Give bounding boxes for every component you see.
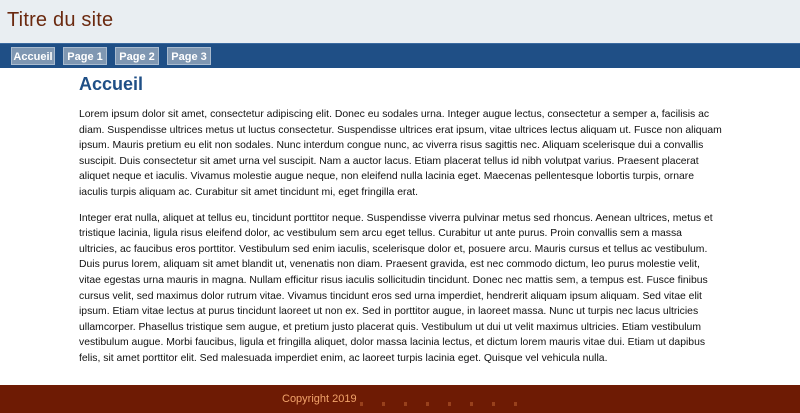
footer-decoration <box>360 402 520 406</box>
copyright-text: Copyright 2019 <box>282 393 357 405</box>
paragraph-1: Lorem ipsum dolor sit amet, consectetur adipiscing elit. Donec eu sodales urna. Integer augue lectus, consectetur a semper a, facilisis ac diam. Suspendisse ultrices metus ut luctus consectetur. Suspendisse ultrices erat ipsum, vitae ultrices lectus aliquam ut. Fusce non aliquam ipsum. Mauris pretium eu elit non sodales. Nunc interdum congue nunc, ac viverra risus sagittis nec. Aliquam scelerisque dui a convallis suscipit. Duis consectetur sit amet urna vel suscipit. Nam a auctor lacus. Etiam placerat tellus id nibh volutpat varius. Praesent placerat aliquet neque et iaculis. Vivamus molestie augue neque, non eleifend nulla lacinia eget. Maecenas pellentesque lobortis turpis, ornare iaculis turpis aliquam ac. Curabitur sit amet tincidunt mi, eget fringilla erat. <box>79 109 722 198</box>
page-title: Accueil <box>79 74 144 94</box>
nav-item-page-3[interactable]: Page 3 <box>167 47 211 65</box>
site-footer <box>0 385 800 413</box>
site-title[interactable]: Titre du site <box>7 9 114 31</box>
nav-item-page-2[interactable]: Page 2 <box>115 47 159 65</box>
nav-item-accueil[interactable]: Accueil <box>11 47 55 65</box>
nav-item-page-1[interactable]: Page 1 <box>63 47 107 65</box>
site-header <box>0 0 800 43</box>
main-content <box>79 74 722 377</box>
paragraph-2: Integer erat nulla, aliquet at tellus eu, tincidunt porttitor neque. Suspendisse viverra pulvinar metus sed rhoncus. Aenean ultrices, metus et tristique lacinia, ligula risus eleifend dolor, ac vestibulum sem arcu eget tellus. Curabitur ut ante purus. Proin convallis sem a massa ultricies, ac faucibus eros porttitor. Vestibulum sed enim iaculis, scelerisque dolor et, posuere arcu. Mauris cursus et tellus ac vestibulum. Duis purus lorem, aliquam sit amet blandit ut, venenatis non diam. Praesent gravida, est nec commodo dictum, leo purus molestie velit, vitae egestas urna mauris in magna. Nullam efficitur risus iaculis sollicitudin tincidunt. Donec nec mattis sem, a tempus est. Fusce finibus cursus velit, sed maximus dolor rutrum vitae. Vivamus tincidunt eros sed urna imperdiet, hendrerit aliquam ipsum aliquam. Sed vitae elit ipsum. Etiam vitae lectus at purus tincidunt laoreet ut non ex. Sed in porttitor augue, in laoreet massa. Nunc ut turpis nec lacus ultricies ullamcorper. Phasellus tristique sem augue, et pretium justo placerat quis. Vestibulum ut dui ut velit maximus ultricies. Etiam vestibulum vestibulum augue. Morbi faucibus, ligula et fringilla aliquet, dolor massa lacinia lectus, et dictum lorem mauris vitae dui. Etiam ut dapibus felis, sit amet porttitor elit. Sed malesuada imperdiet enim, ac laoreet turpis lacinia eget. Quisque vel vehicula nulla. <box>79 212 713 364</box>
main-navigation <box>0 43 800 68</box>
